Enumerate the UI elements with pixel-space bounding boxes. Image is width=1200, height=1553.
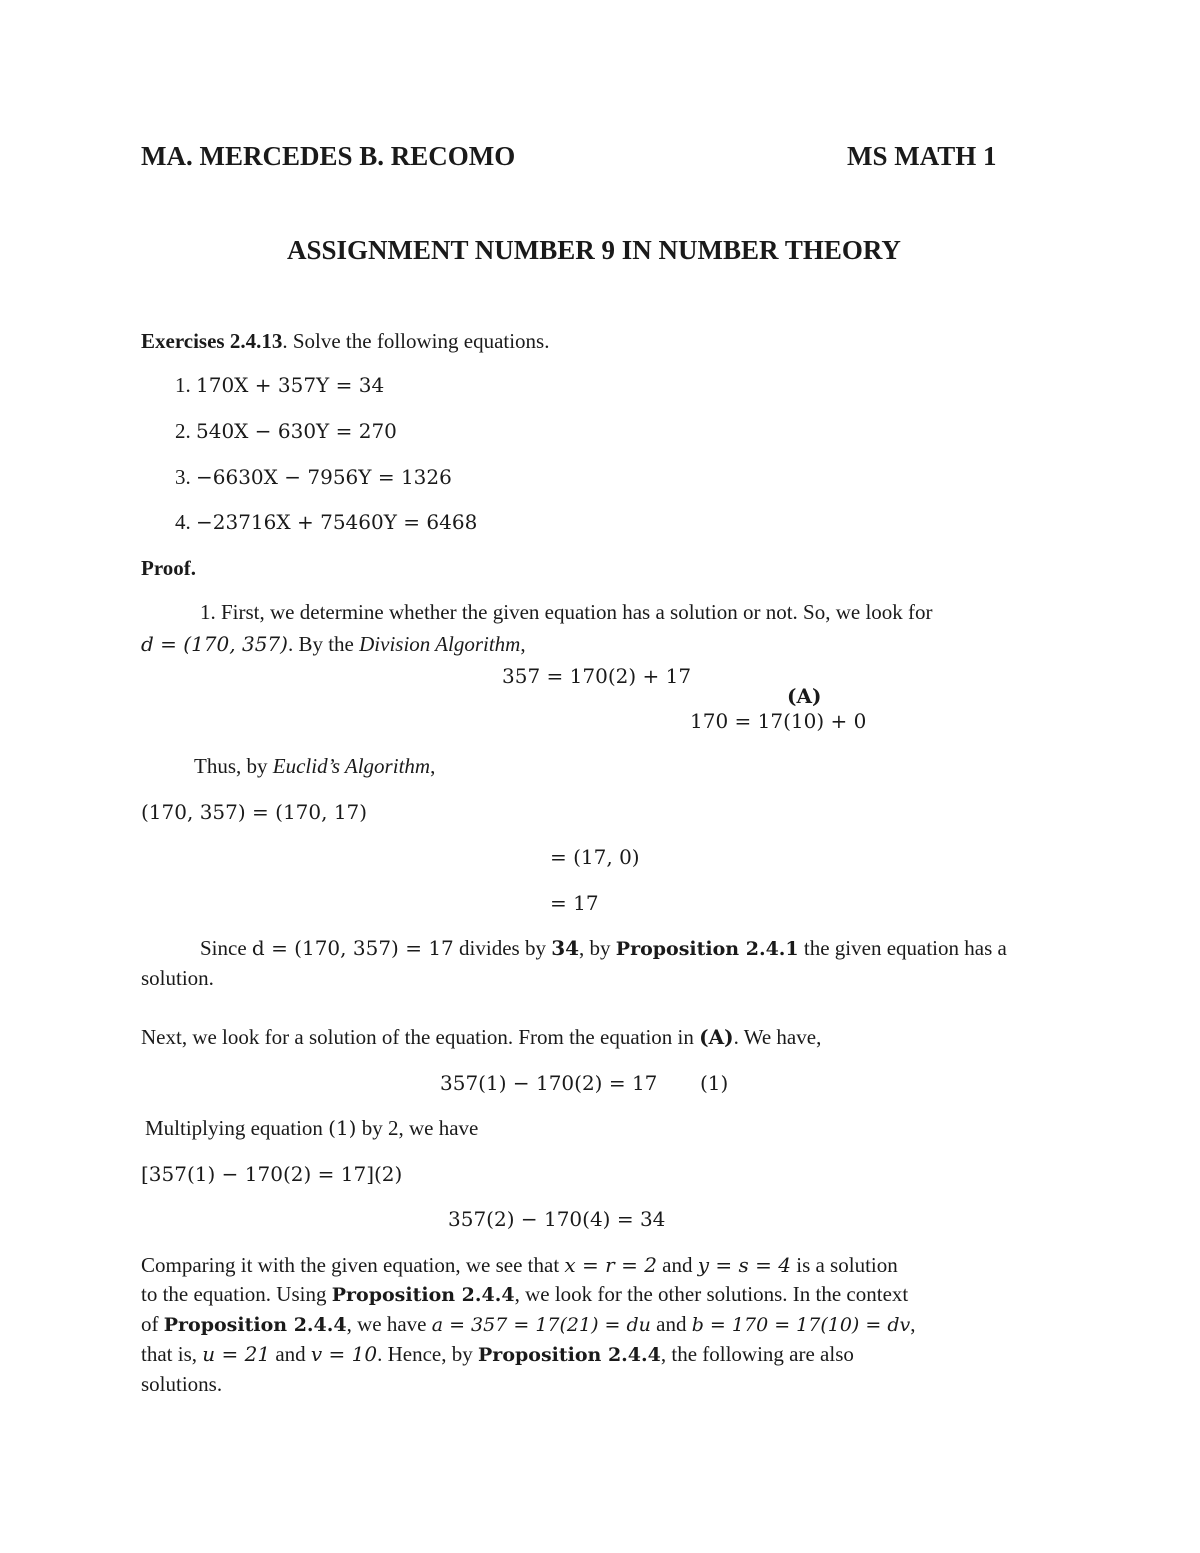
text: , (430, 754, 436, 778)
exercise-item-4 (175, 510, 477, 535)
comparing-line-2 (141, 1282, 908, 1307)
proposition-ref: Proposition 2.4.4 (163, 1314, 347, 1336)
text: Since (200, 936, 252, 960)
item-equation: 170X + 357Y = 34 (196, 373, 385, 397)
gcd-step-1: (170, 357) = (170, 17) (141, 800, 368, 824)
division-step-2: 170 = 17(10) + 0 (690, 709, 867, 733)
text: that is, (141, 1342, 203, 1366)
text: is a solution (790, 1253, 898, 1277)
item-number: 1. (175, 373, 191, 397)
text: of (141, 1312, 164, 1336)
item-number: 4. (175, 510, 191, 534)
math-inline: 34 (551, 936, 580, 960)
gcd-step-3: = 17 (550, 891, 599, 915)
multiplying-line (145, 1116, 478, 1141)
thus-line (194, 754, 435, 779)
text: divides by (453, 936, 552, 960)
comparing-line-4 (141, 1342, 854, 1367)
math-inline: a = 357 = 17(21) = du (431, 1314, 651, 1336)
math-inline: u = 21 (202, 1342, 271, 1366)
math-inline: b = 170 = 17(10) = dv (691, 1314, 911, 1336)
proposition-ref: Proposition 2.4.4 (331, 1284, 515, 1306)
equation-multiplied: [357(1) − 170(2) = 17](2) (141, 1162, 403, 1186)
exercise-item-2 (175, 419, 397, 444)
term-euclids-algorithm: Euclid’s Algorithm (272, 754, 431, 778)
proposition-ref: Proposition 2.4.4 (478, 1344, 661, 1366)
text: by 2, we have (356, 1116, 479, 1140)
assignment-title: ASSIGNMENT NUMBER 9 IN NUMBER THEORY (287, 235, 901, 265)
equation-1: 357(1) − 170(2) = 17 (440, 1071, 658, 1095)
math-inline: y = s = 4 (697, 1253, 791, 1277)
proof-paragraph-1-line-2 (141, 632, 526, 657)
label-ref: (1) (328, 1116, 357, 1140)
text: Next, we look for a solution of the equation. From the equation in (141, 1025, 700, 1049)
text: , we look for the other solutions. In the context (514, 1282, 909, 1306)
math-inline: d = (170, 357) = 17 (251, 936, 454, 960)
item-equation: −23716X + 75460Y = 6468 (196, 510, 478, 534)
text: . We have, (733, 1025, 822, 1049)
text: , (520, 632, 526, 656)
item-number: 2. (175, 419, 191, 443)
comparing-line-5: solutions. (141, 1372, 223, 1396)
text: to the equation. Using (141, 1282, 332, 1306)
exercise-heading (141, 329, 549, 354)
text: , we have (346, 1312, 432, 1336)
proposition-ref: Proposition 2.4.1 (615, 938, 799, 960)
proof-label: Proof. (141, 556, 197, 580)
course-code: MS MATH 1 (847, 141, 997, 171)
text: . Hence, by (377, 1342, 479, 1366)
comparing-line-3 (141, 1312, 915, 1337)
division-label-A: (A) (787, 684, 822, 708)
text: and (650, 1312, 692, 1336)
text: Thus, by (194, 754, 273, 778)
item-number: 3. (175, 465, 191, 489)
equation-2: 357(2) − 170(4) = 34 (448, 1207, 666, 1231)
division-step-1: 357 = 170(2) + 17 (502, 664, 692, 688)
exercise-label: Exercises 2.4.13 (141, 329, 283, 353)
exercise-item-1 (175, 373, 384, 398)
text: and (656, 1253, 698, 1277)
item-equation: −6630X − 7956Y = 1326 (196, 465, 452, 489)
text: , (910, 1312, 916, 1336)
comparing-line-1 (141, 1253, 898, 1278)
equation-1-label: (1) (700, 1071, 729, 1095)
item-equation: 540X − 630Y = 270 (196, 419, 397, 443)
term-division-algorithm: Division Algorithm (359, 632, 521, 656)
gcd-step-2: = (17, 0) (550, 845, 640, 869)
text: Comparing it with the given equation, we see that (141, 1253, 565, 1277)
text: Multiplying equation (145, 1116, 329, 1140)
text: and (270, 1342, 311, 1366)
since-line-1 (200, 936, 1007, 961)
exercise-instruction: . Solve the following equations. (282, 329, 550, 353)
author-name: MA. MERCEDES B. RECOMO (141, 141, 516, 171)
text: , by (579, 936, 616, 960)
math-inline: x = r = 2 (564, 1253, 657, 1277)
math-inline: v = 10 (310, 1342, 378, 1366)
next-line (141, 1025, 821, 1050)
proof-paragraph-1-line-1: 1. First, we determine whether the given equation has a solution or not. So, we look for (200, 600, 933, 624)
text: . By the (287, 632, 360, 656)
text: , the following are also (660, 1342, 854, 1366)
exercise-item-3 (175, 465, 452, 490)
text: the given equation has a (798, 936, 1007, 960)
math-inline: d = (170, 357) (141, 632, 288, 656)
label-ref: (A) (699, 1025, 734, 1049)
since-line-2: solution. (141, 966, 214, 990)
